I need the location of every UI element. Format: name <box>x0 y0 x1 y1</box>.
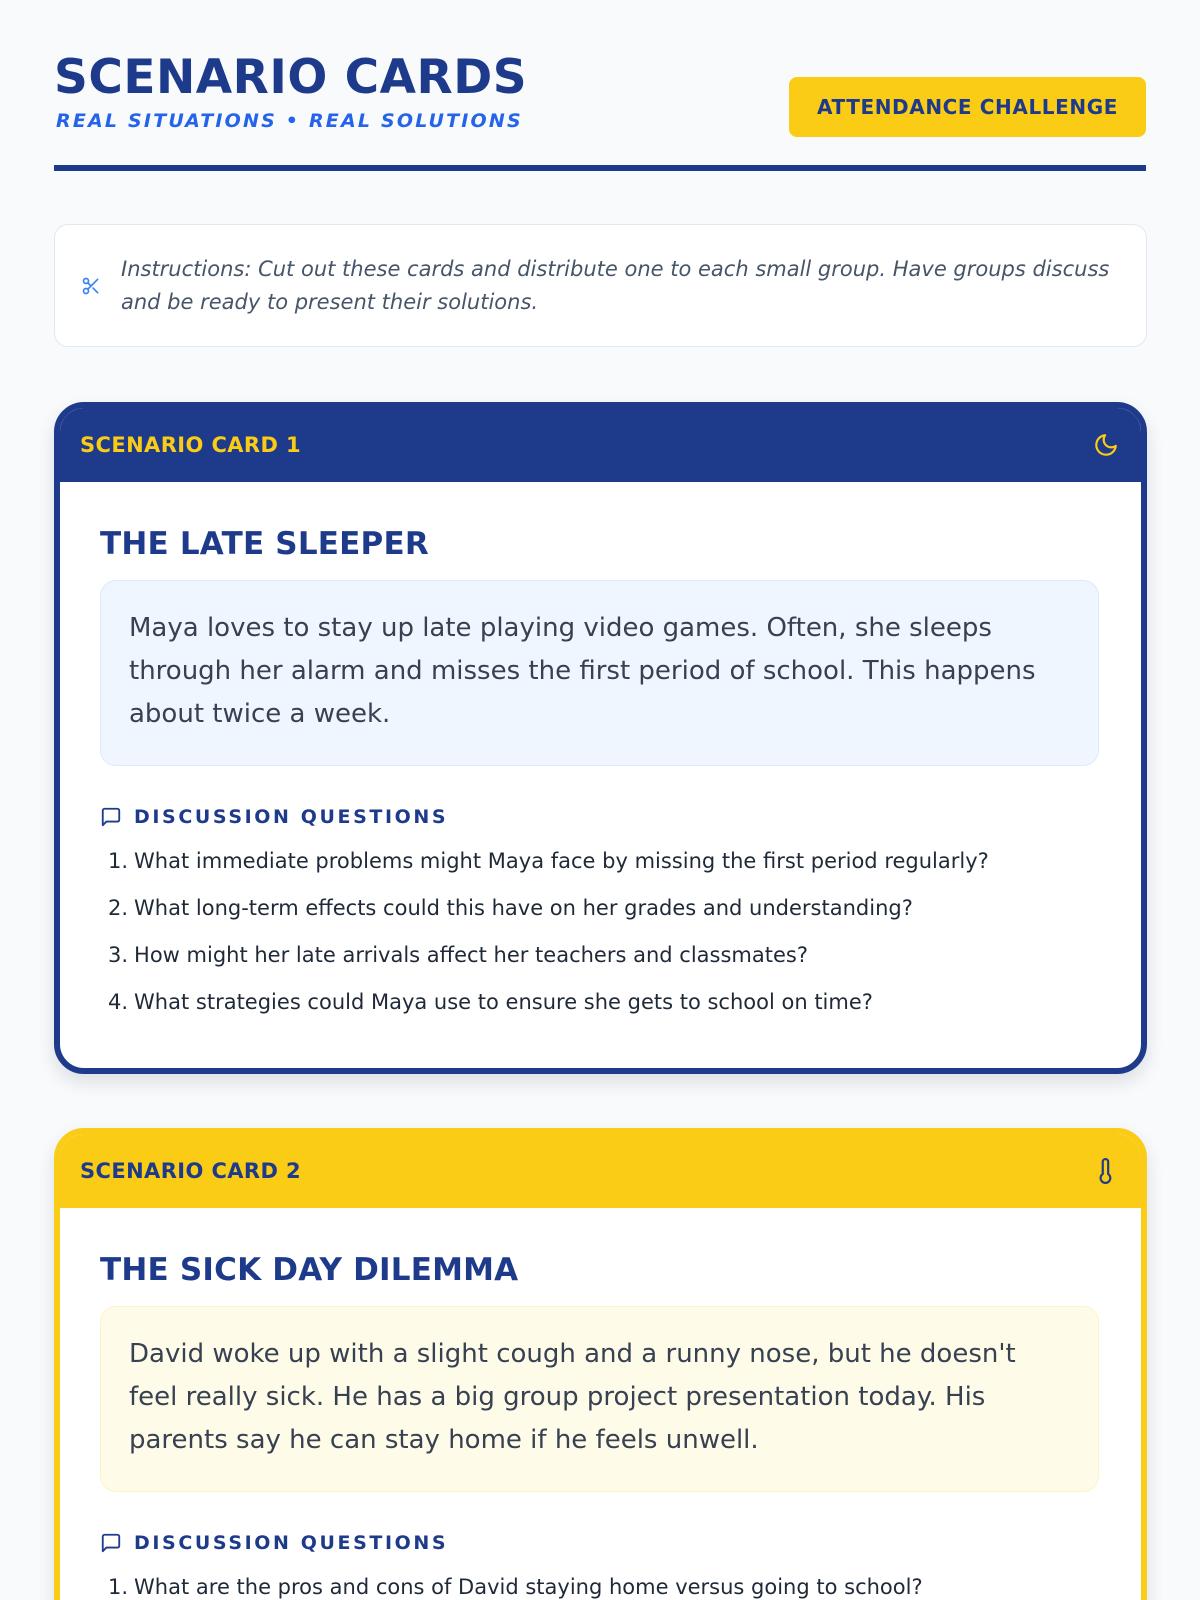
moon-icon <box>1093 432 1119 458</box>
page-subtitle: REAL SITUATIONS • REAL SOLUTIONS <box>56 110 523 132</box>
discussion-questions-heading <box>100 806 1107 828</box>
question-item: 2. What long-term effects could this have on her grades and understanding? <box>108 896 913 920</box>
card-header <box>60 1134 1141 1208</box>
instructions-text: Instructions: Cut out these cards and distribute one to each small group. Have groups discuss and be ready to present their solutions. <box>121 256 1110 314</box>
question-item: 1. What immediate problems might Maya face by missing the first period regularly? <box>108 849 989 873</box>
question-item: 4. What strategies could Maya use to ensure she gets to school on time? <box>108 990 873 1014</box>
question-list <box>100 848 1107 1016</box>
card-label: SCENARIO CARD 2 <box>80 1159 302 1183</box>
scenario-card-2 <box>54 1128 1147 1600</box>
instructions-box <box>54 224 1147 347</box>
scenario-text: David woke up with a slight cough and a runny nose, but he doesn't feel really sick. He has a big group project presentation today. His parents say he can stay home if he feels unwell. <box>100 1306 1099 1492</box>
attendance-challenge-badge: ATTENDANCE CHALLENGE <box>789 77 1146 137</box>
card-label: SCENARIO CARD 1 <box>80 433 302 457</box>
card-body <box>60 1208 1141 1600</box>
discussion-questions-heading <box>100 1532 1107 1554</box>
scissors-icon <box>81 276 101 296</box>
card-body <box>60 482 1141 1016</box>
discussion-questions-label: DISCUSSION QUESTIONS <box>134 806 449 828</box>
question-list <box>100 1574 1107 1600</box>
question-item: 1. What are the pros and cons of David staying home versus going to school? <box>108 1575 923 1599</box>
scenario-text: Maya loves to stay up late playing video games. Often, she sleeps through her alarm and misses the first period of school. This happens about twice a week. <box>100 580 1099 766</box>
page-title: SCENARIO CARDS <box>54 50 528 105</box>
scenario-card-1 <box>54 402 1147 1074</box>
card-title: THE LATE SLEEPER <box>100 526 429 562</box>
discussion-questions-label: DISCUSSION QUESTIONS <box>134 1532 449 1554</box>
chat-bubble-icon <box>100 1532 122 1554</box>
card-title: THE SICK DAY DILEMMA <box>100 1252 519 1288</box>
thermometer-icon <box>1093 1158 1119 1184</box>
question-item: 3. How might her late arrivals affect her teachers and classmates? <box>108 943 808 967</box>
page-header <box>54 0 1146 171</box>
card-header <box>60 408 1141 482</box>
chat-bubble-icon <box>100 806 122 828</box>
